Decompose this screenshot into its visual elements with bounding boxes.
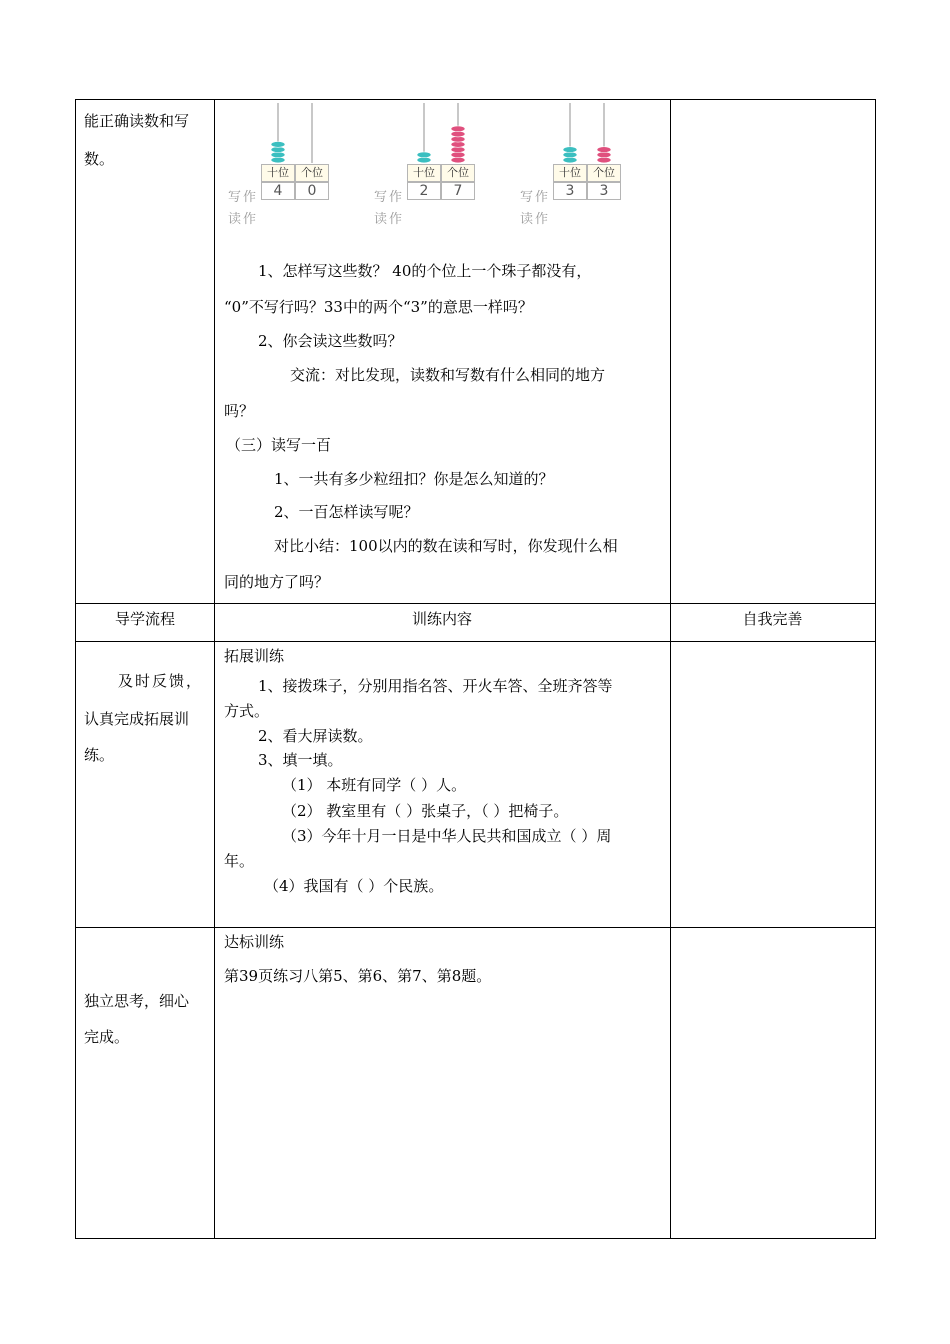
table-border-right (875, 99, 876, 1239)
row2-fill-4: （4）我国有（ ）个民族。 (264, 877, 444, 895)
row1-goal-text: 能正确读数和写数。 (84, 112, 190, 168)
abacus-1-ones-header: 个位 (295, 164, 329, 182)
abacus-3-rods (520, 101, 630, 165)
abacus-3-ones-bead (597, 147, 611, 153)
abacus-2-tens-header: 十位 (407, 164, 441, 182)
row2-fill-2: （2） 教室里有（ ）张桌子，（ ）把椅子。 (282, 802, 569, 820)
abacus-3-tens-header: 十位 (553, 164, 587, 182)
abacus-1-tens-header: 十位 (261, 164, 295, 182)
table-border-header-top (75, 603, 876, 604)
abacus-2-tens-value: 2 (407, 182, 441, 200)
abacus-3 (520, 101, 630, 231)
abacus-2-read-label: 读作 (374, 212, 405, 227)
abacus-2-tens-bead (417, 152, 431, 158)
abacus-2-ones-value: 7 (441, 182, 475, 200)
row3-title: 达标训练 (224, 933, 285, 951)
table-border-row3-top (75, 927, 876, 928)
abacus-2 (374, 101, 484, 231)
row2-goal-line1: 及时反馈， (118, 672, 204, 690)
row1-discussion-b: 吗？ (224, 402, 255, 420)
abacus-2-ones-header: 个位 (441, 164, 475, 182)
table-border-top (75, 99, 876, 100)
row2-fill-3a: （3）今年十月一日是中华人民共和国成立（ ）周 (282, 827, 612, 845)
row1-summary-b: 同的地方了吗？ (224, 573, 330, 591)
table-border-bottom (75, 1238, 876, 1239)
abacus-1-read-label: 读作 (228, 212, 259, 227)
abacus-1-ones-value: 0 (295, 182, 329, 200)
table-border-col2 (214, 99, 215, 1239)
row3-goal-line2: 完成。 (84, 1028, 130, 1046)
row2-item-1a: 1、接拨珠子，分别用指名答、开火车答、全班齐答等 (258, 677, 613, 695)
header-guide-process: 导学流程 (114, 610, 175, 628)
row1-section-title: （三）读写一百 (226, 436, 332, 454)
abacus-2-write-label: 写作 (374, 190, 405, 205)
row1-hundred-q1: 1、一共有多少粒纽扣？你是怎么知道的？ (274, 470, 554, 488)
row1-question-2: 2、你会读这些数吗？ (258, 332, 403, 350)
abacus-3-ones-value: 3 (587, 182, 621, 200)
header-training-content: 训练内容 (411, 610, 472, 628)
row2-item-2: 2、看大屏读数。 (258, 727, 373, 745)
row2-title: 拓展训练 (224, 647, 285, 665)
abacus-1-rods (228, 101, 338, 165)
row1-question-1a: 1、怎样写这些数？ 40的个位上一个珠子都没有， (258, 262, 592, 280)
abacus-1-tens-bead (271, 142, 285, 148)
abacus-3-write-label: 写作 (520, 190, 551, 205)
abacus-2-rods (374, 101, 484, 165)
table-border-left (75, 99, 76, 1239)
abacus-1 (228, 101, 338, 231)
row2-item-1b: 方式。 (224, 702, 270, 720)
abacus-3-ones-header: 个位 (587, 164, 621, 182)
row3-exercise: 第39页练习八第5、第6、第7、第8题。 (224, 967, 492, 985)
header-self-improvement: 自我完善 (742, 610, 803, 628)
row2-goal-line2: 认真完成拓展训 (84, 710, 190, 728)
abacus-3-tens-value: 3 (553, 182, 587, 200)
abacus-3-tens-bead (563, 147, 577, 153)
row2-fill-3b: 年。 (224, 852, 255, 870)
abacus-2-ones-bead (451, 126, 465, 132)
abacus-1-ones-rod (311, 103, 313, 163)
row2-fill-1: （1） 本班有同学（ ）人。 (282, 776, 467, 794)
row1-summary-a: 对比小结：100以内的数在读和写时，你发现什么相 (274, 537, 618, 555)
row1-discussion-a: 交流：对比发现，读数和写数有什么相同的地方 (290, 366, 606, 384)
abacus-3-read-label: 读作 (520, 212, 551, 227)
abacus-1-write-label: 写作 (228, 190, 259, 205)
table-border-col3 (670, 99, 671, 1239)
row3-goal-line1: 独立思考，细心 (84, 992, 190, 1010)
row1-hundred-q2: 2、一百怎样读写呢？ (274, 503, 419, 521)
abacus-1-tens-value: 4 (261, 182, 295, 200)
row1-question-1b: “0”不写行吗？33中的两个“3”的意思一样吗？ (224, 298, 533, 316)
row2-item-3: 3、填一填。 (258, 751, 343, 769)
row2-goal-line3: 练。 (84, 746, 115, 764)
table-border-header-bottom (75, 641, 876, 642)
